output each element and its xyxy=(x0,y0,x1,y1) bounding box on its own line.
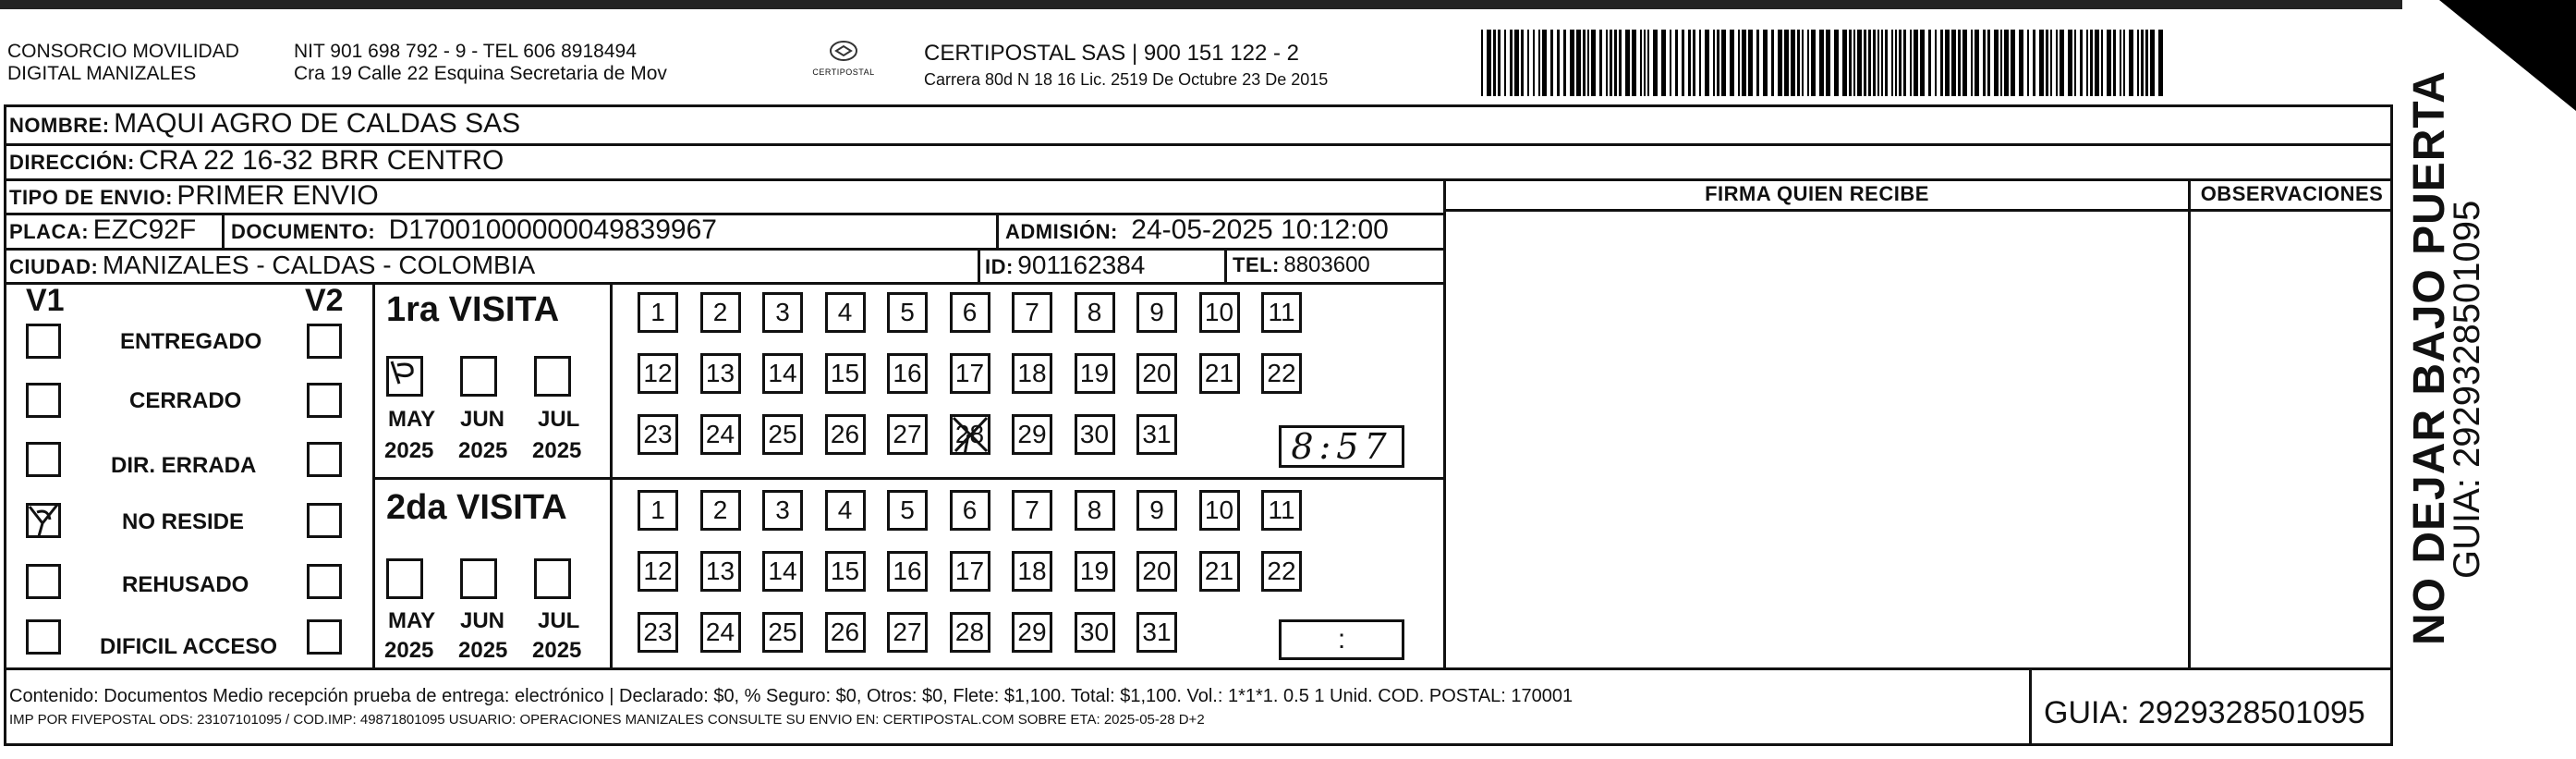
first-visit-time-box[interactable] xyxy=(1279,425,1404,468)
barcode-bar xyxy=(1614,30,1617,96)
first-visit-day-4[interactable]: 4 xyxy=(825,292,866,333)
barcode-bar xyxy=(1853,30,1855,96)
barcode-bar xyxy=(1842,30,1847,96)
barcode-bar xyxy=(1742,30,1746,96)
barcode-bar xyxy=(1857,30,1862,96)
second-visit-day-5[interactable]: 5 xyxy=(887,490,928,531)
second-visit-day-11[interactable]: 11 xyxy=(1261,490,1302,531)
barcode-bar xyxy=(1910,30,1912,96)
barcode-bar xyxy=(1481,30,1483,96)
barcode-bar xyxy=(1557,30,1560,96)
second-visit-day-8[interactable]: 8 xyxy=(1075,490,1115,531)
barcode-bar xyxy=(1510,30,1513,96)
barcode-bar xyxy=(1493,30,1496,96)
scan-edge xyxy=(0,0,2402,9)
barcode-bar xyxy=(1591,30,1596,96)
handwritten-time: 8:57 xyxy=(1291,426,1392,467)
v1-label: V1 xyxy=(26,283,65,318)
firma-header: FIRMA QUIEN RECIBE xyxy=(1705,182,1929,205)
v2-checkbox-no-reside[interactable] xyxy=(307,503,342,538)
status-label-dir-errada: DIR. ERRADA xyxy=(111,453,257,478)
first-visit-day-5[interactable]: 5 xyxy=(887,292,928,333)
documento-field: DOCUMENTO: D17001000000049839967 xyxy=(231,214,717,245)
side-warning: NO DEJAR BAJO PUERTA xyxy=(2405,70,2454,645)
handwritten-x-icon xyxy=(950,414,990,455)
nombre-field: NOMBRE: MAQUI AGRO DE CALDAS SAS xyxy=(9,108,521,139)
col-divider xyxy=(978,248,980,282)
barcode-bar xyxy=(1877,30,1879,96)
barcode-bar xyxy=(1945,30,1950,96)
barcode-bar xyxy=(1920,30,1925,96)
first-visit-day-1[interactable]: 1 xyxy=(638,292,678,333)
barcode-bar xyxy=(1699,30,1701,96)
barcode-bar xyxy=(2107,30,2111,96)
barcode-bar xyxy=(1514,30,1519,96)
v2-checkbox-rehusado[interactable] xyxy=(307,564,342,599)
barcode-bar xyxy=(1640,30,1642,96)
barcode-bar xyxy=(1570,30,1574,96)
first-visit-month-may: MAY xyxy=(388,407,436,432)
second-visit-day-1[interactable]: 1 xyxy=(638,490,678,531)
second-visit-day-25[interactable]: 25 xyxy=(762,612,803,653)
second-visit-day-20[interactable]: 20 xyxy=(1136,551,1177,592)
company-contact: NIT 901 698 792 - 9 - TEL 606 8918494 Cra 19 Calle 22 Esquina Secretaria de Mov xyxy=(294,41,667,84)
col-divider xyxy=(1224,248,1227,282)
barcode-bar xyxy=(2086,30,2088,96)
first-visit-jul-box[interactable] xyxy=(534,356,571,397)
first-visit-may-box[interactable] xyxy=(386,356,423,397)
v1-checkbox-rehusado[interactable] xyxy=(26,564,61,599)
barcode-bar xyxy=(1873,30,1876,96)
barcode-bar xyxy=(1791,30,1795,96)
barcode-bar xyxy=(1895,30,1897,96)
barcode-bar xyxy=(2150,30,2155,96)
barcode-bar xyxy=(1807,30,1809,96)
carrier-info: CERTIPOSTAL SAS | 900 151 122 - 2 Carrera 80d N 18 16 Lic. 2519 De Octubre 23 De 2015 xyxy=(924,41,1329,89)
barcode-bar xyxy=(1928,30,1931,96)
barcode-bar xyxy=(2050,30,2052,96)
barcode-bar xyxy=(1675,30,1678,96)
v1-checkbox-entregado[interactable] xyxy=(26,324,61,359)
first-visit-day-13[interactable]: 13 xyxy=(700,353,741,394)
second-visit-year-jun: 2025 xyxy=(458,638,508,663)
barcode-bar xyxy=(1576,30,1581,96)
barcode-bar xyxy=(1542,30,1547,96)
v2-checkbox-dir-errada[interactable] xyxy=(307,442,342,477)
barcode-bar xyxy=(1730,30,1734,96)
observaciones-header: OBSERVACIONES xyxy=(2200,182,2384,205)
first-visit-day-19[interactable]: 19 xyxy=(1075,353,1115,394)
direccion-field: DIRECCIÓN: CRA 22 16-32 BRR CENTRO xyxy=(9,145,504,176)
barcode-bar xyxy=(1717,30,1719,96)
first-visit-day-27[interactable]: 27 xyxy=(887,414,928,455)
barcode-bar xyxy=(1647,30,1649,96)
barcode-bar xyxy=(1504,30,1506,96)
barcode-bar xyxy=(1819,30,1824,96)
barcode-bar xyxy=(1899,30,1902,96)
second-visit-year-jul: 2025 xyxy=(532,638,582,663)
barcode-bar xyxy=(2158,30,2163,96)
barcode-bar xyxy=(2004,30,2009,96)
second-visit-day-9[interactable]: 9 xyxy=(1136,490,1177,531)
first-visit-day-16[interactable]: 16 xyxy=(887,353,928,394)
barcode-bar xyxy=(1606,30,1608,96)
barcode-bar xyxy=(1632,30,1636,96)
status-label-rehusado: REHUSADO xyxy=(122,572,249,597)
corner-cut xyxy=(2439,0,2576,129)
barcode-bar xyxy=(1914,30,1918,96)
v1-checkbox-no-reside[interactable] xyxy=(26,503,61,538)
second-visit-day-29[interactable]: 29 xyxy=(1012,612,1052,653)
barcode-bar xyxy=(1521,30,1524,96)
first-visit-day-18[interactable]: 18 xyxy=(1012,353,1052,394)
barcode-bar xyxy=(1533,30,1535,96)
barcode-bar xyxy=(1962,30,1967,96)
barcode-bar xyxy=(1682,30,1684,96)
second-visit-year-may: 2025 xyxy=(384,638,434,663)
second-visit-day-17[interactable]: 17 xyxy=(950,551,990,592)
barcode-bar xyxy=(1763,30,1768,96)
second-visit-month-jun: JUN xyxy=(460,608,505,633)
first-visit-day-15[interactable]: 15 xyxy=(825,353,866,394)
footer-print-info: IMP POR FIVEPOSTAL ODS: 23107101095 / COD.IMP: 49871801095 USUARIO: OPERACIONES MANIZALES CONSULTE SU ENVIO EN: CERTIPOSTAL.COM SOBRE ETA: 2025-05-28 D+2 xyxy=(9,712,1205,728)
time-separator: : xyxy=(1337,624,1346,655)
tipo-envio-field: TIPO DE ENVIO: PRIMER ENVIO xyxy=(9,180,379,211)
second-visit-day-27[interactable]: 27 xyxy=(887,612,928,653)
barcode-bar xyxy=(2027,30,2029,96)
second-visit-day-30[interactable]: 30 xyxy=(1075,612,1115,653)
first-visit-day-14[interactable]: 14 xyxy=(762,353,803,394)
first-visit-month-jul: JUL xyxy=(538,407,580,432)
second-visit-day-3[interactable]: 3 xyxy=(762,490,803,531)
v1-checkbox-dir-errada[interactable] xyxy=(26,442,61,477)
second-visit-jun-box[interactable] xyxy=(460,558,497,599)
second-visit-day-4[interactable]: 4 xyxy=(825,490,866,531)
first-visit-day-28[interactable]: 28 xyxy=(950,414,990,455)
second-visit-day-7[interactable]: 7 xyxy=(1012,490,1052,531)
barcode-bar xyxy=(2080,30,2083,96)
barcode-bar xyxy=(2019,30,2023,96)
barcode-bar xyxy=(1971,30,1973,96)
footer-content: Contenido: Documentos Medio recepción prueba de entrega: electrónico | Declarado: $0, % Seguro: $0, Otros: $0, Flete: $1,100. Total: $1,100. Vol.: 1*1*1. 0.5 1 Unid. COD. POSTAL: 170001 xyxy=(9,686,1574,706)
barcode-bar xyxy=(1583,30,1586,96)
barcode-bar xyxy=(2095,30,2099,96)
first-visit-title: 1ra VISITA xyxy=(386,290,560,329)
first-visit-jun-box[interactable] xyxy=(460,356,497,397)
second-visit-day-26[interactable]: 26 xyxy=(825,612,866,653)
barcode-bar xyxy=(1834,30,1839,96)
v2-checkbox-cerrado[interactable] xyxy=(307,383,342,418)
barcode-bar xyxy=(1619,30,1622,96)
barcode-bar xyxy=(1599,30,1602,96)
barcode-bar xyxy=(1797,30,1800,96)
barcode-bar xyxy=(1563,30,1566,96)
barcode-bar xyxy=(2101,30,2103,96)
barcode-bar xyxy=(2141,30,2144,96)
barcode-bar xyxy=(1864,30,1866,96)
barcode-bar xyxy=(1498,30,1501,96)
barcode-bar xyxy=(2090,30,2093,96)
first-visit-year-jun: 2025 xyxy=(458,438,508,463)
barcode-bar xyxy=(1610,30,1612,96)
barcode-bar xyxy=(1958,30,1961,96)
v1-checkbox-cerrado[interactable] xyxy=(26,383,61,418)
row-divider xyxy=(4,667,2393,670)
second-visit-day-15[interactable]: 15 xyxy=(825,551,866,592)
first-visit-day-22[interactable]: 22 xyxy=(1261,353,1302,394)
barcode-bar xyxy=(1885,30,1888,96)
barcode xyxy=(1481,30,2165,96)
first-visit-day-30[interactable]: 30 xyxy=(1075,414,1115,455)
row-divider xyxy=(4,282,1443,285)
barcode-bar xyxy=(1778,30,1782,96)
second-visit-day-23[interactable]: 23 xyxy=(638,612,678,653)
barcode-bar xyxy=(1935,30,1937,96)
first-visit-day-2[interactable]: 2 xyxy=(700,292,741,333)
second-visit-may-box[interactable] xyxy=(386,558,423,599)
barcode-bar xyxy=(1983,30,1986,96)
barcode-bar xyxy=(1670,30,1671,96)
barcode-bar xyxy=(1784,30,1789,96)
second-visit-day-22[interactable]: 22 xyxy=(1261,551,1302,592)
status-label-entregado: ENTREGADO xyxy=(120,329,262,354)
first-visit-day-17[interactable]: 17 xyxy=(950,353,990,394)
barcode-bar xyxy=(1738,30,1740,96)
first-visit-day-21[interactable]: 21 xyxy=(1199,353,1240,394)
first-visit-day-25[interactable]: 25 xyxy=(762,414,803,455)
first-visit-year-jul: 2025 xyxy=(532,438,582,463)
second-visit-day-6[interactable]: 6 xyxy=(950,490,990,531)
second-visit-jul-box[interactable] xyxy=(534,558,571,599)
barcode-bar xyxy=(1538,30,1540,96)
col-divider xyxy=(2029,667,2032,746)
barcode-bar xyxy=(2056,30,2058,96)
second-visit-day-14[interactable]: 14 xyxy=(762,551,803,592)
first-visit-day-7[interactable]: 7 xyxy=(1012,292,1052,333)
barcode-bar xyxy=(1587,30,1589,96)
first-visit-day-20[interactable]: 20 xyxy=(1136,353,1177,394)
first-visit-day-10[interactable]: 10 xyxy=(1199,292,1240,333)
tel-field: TEL: 8803600 xyxy=(1233,252,1370,277)
barcode-bar xyxy=(1527,30,1529,96)
first-visit-day-29[interactable]: 29 xyxy=(1012,414,1052,455)
v1-checkbox-dificil-acceso[interactable] xyxy=(26,619,61,655)
barcode-bar xyxy=(1891,30,1893,96)
barcode-bar xyxy=(1748,30,1753,96)
second-visit-day-10[interactable]: 10 xyxy=(1199,490,1240,531)
barcode-bar xyxy=(1644,30,1646,96)
second-visit-day-18[interactable]: 18 xyxy=(1012,551,1052,592)
second-visit-time-box[interactable] xyxy=(1279,619,1404,660)
barcode-bar xyxy=(1868,30,1871,96)
first-visit-day-12[interactable]: 12 xyxy=(638,353,678,394)
first-visit-day-24[interactable]: 24 xyxy=(700,414,741,455)
first-visit-day-26[interactable]: 26 xyxy=(825,414,866,455)
barcode-bar xyxy=(1721,30,1726,96)
v2-checkbox-entregado[interactable] xyxy=(307,324,342,359)
side-guia: GUIA: 2929328501095 xyxy=(2447,200,2487,579)
barcode-bar xyxy=(1705,30,1709,96)
second-visit-day-24[interactable]: 24 xyxy=(700,612,741,653)
barcode-bar xyxy=(1903,30,1906,96)
barcode-bar xyxy=(1661,30,1666,96)
barcode-bar xyxy=(1811,30,1816,96)
barcode-bar xyxy=(2046,30,2048,96)
certipostal-logo: CERTIPOSTAL xyxy=(802,39,885,77)
first-visit-day-8[interactable]: 8 xyxy=(1075,292,1115,333)
barcode-bar xyxy=(2145,30,2148,96)
barcode-bar xyxy=(1713,30,1715,96)
signature-area[interactable] xyxy=(1446,212,2188,667)
first-visit-day-23[interactable]: 23 xyxy=(638,414,678,455)
barcode-bar xyxy=(1881,30,1883,96)
barcode-bar xyxy=(1994,30,1999,96)
second-visit-day-16[interactable]: 16 xyxy=(887,551,928,592)
barcode-bar xyxy=(1756,30,1759,96)
v2-checkbox-dificil-acceso[interactable] xyxy=(307,619,342,655)
first-visit-year-may: 2025 xyxy=(384,438,434,463)
barcode-bar xyxy=(2123,30,2125,96)
second-visit-day-19[interactable]: 19 xyxy=(1075,551,1115,592)
id-field: ID: 901162384 xyxy=(985,251,1146,279)
barcode-bar xyxy=(2068,30,2072,96)
barcode-bar xyxy=(2074,30,2076,96)
second-visit-day-28[interactable]: 28 xyxy=(950,612,990,653)
barcode-bar xyxy=(1975,30,1979,96)
col-divider xyxy=(222,213,225,248)
status-label-cerrado: CERRADO xyxy=(129,388,242,413)
first-visit-month-jun: JUN xyxy=(460,407,505,432)
barcode-bar xyxy=(1826,30,1830,96)
handwritten-mark-icon xyxy=(26,503,61,538)
barcode-bar xyxy=(2060,30,2064,96)
barcode-bar xyxy=(2113,30,2116,96)
first-visit-day-9[interactable]: 9 xyxy=(1136,292,1177,333)
barcode-bar xyxy=(1849,30,1852,96)
col-divider xyxy=(996,213,999,248)
barcode-bar xyxy=(1693,30,1695,96)
row-divider xyxy=(372,477,1443,480)
ciudad-field: CIUDAD: MANIZALES - CALDAS - COLOMBIA xyxy=(9,251,536,279)
barcode-bar xyxy=(2000,30,2002,96)
placa-field: PLACA: EZC92F xyxy=(9,214,197,245)
barcode-bar xyxy=(2011,30,2015,96)
barcode-bar xyxy=(1625,30,1630,96)
first-visit-day-6[interactable]: 6 xyxy=(950,292,990,333)
barcode-bar xyxy=(2039,30,2044,96)
footer-guia: GUIA: 2929328501095 xyxy=(2044,695,2365,730)
barcode-bar xyxy=(1940,30,1943,96)
barcode-bar xyxy=(1688,30,1691,96)
admision-field: ADMISIÓN: 24-05-2025 10:12:00 xyxy=(1005,214,1389,245)
barcode-bar xyxy=(1771,30,1774,96)
col-divider xyxy=(610,282,613,667)
v2-label: V2 xyxy=(305,283,344,318)
logo-mark-icon xyxy=(825,39,862,63)
first-visit-day-11[interactable]: 11 xyxy=(1261,292,1302,333)
barcode-bar xyxy=(1802,30,1804,96)
status-label-dificil-acceso: DIFICIL ACCESO xyxy=(100,634,278,659)
second-visit-month-may: MAY xyxy=(388,608,436,633)
second-visit-month-jul: JUL xyxy=(538,608,580,633)
col-divider xyxy=(372,282,375,667)
second-visit-day-31[interactable]: 31 xyxy=(1136,612,1177,653)
barcode-bar xyxy=(1550,30,1553,96)
barcode-bar xyxy=(1951,30,1956,96)
second-visit-title: 2da VISITA xyxy=(386,488,567,527)
second-visit-day-12[interactable]: 12 xyxy=(638,551,678,592)
barcode-bar xyxy=(2033,30,2035,96)
second-visit-day-21[interactable]: 21 xyxy=(1199,551,1240,592)
barcode-bar xyxy=(1487,30,1491,96)
handwritten-mark-icon xyxy=(386,356,423,397)
company-name: CONSORCIO MOVILIDAD DIGITAL MANIZALES xyxy=(7,41,239,84)
barcode-bar xyxy=(2137,30,2139,96)
barcode-bar xyxy=(2129,30,2133,96)
observations-area[interactable] xyxy=(2191,212,2393,667)
barcode-bar xyxy=(1653,30,1658,96)
barcode-bar xyxy=(2120,30,2121,96)
first-visit-day-31[interactable]: 31 xyxy=(1136,414,1177,455)
first-visit-day-3[interactable]: 3 xyxy=(762,292,803,333)
second-visit-day-2[interactable]: 2 xyxy=(700,490,741,531)
second-visit-day-13[interactable]: 13 xyxy=(700,551,741,592)
status-label-no-reside: NO RESIDE xyxy=(122,509,245,534)
barcode-bar xyxy=(1987,30,1990,96)
